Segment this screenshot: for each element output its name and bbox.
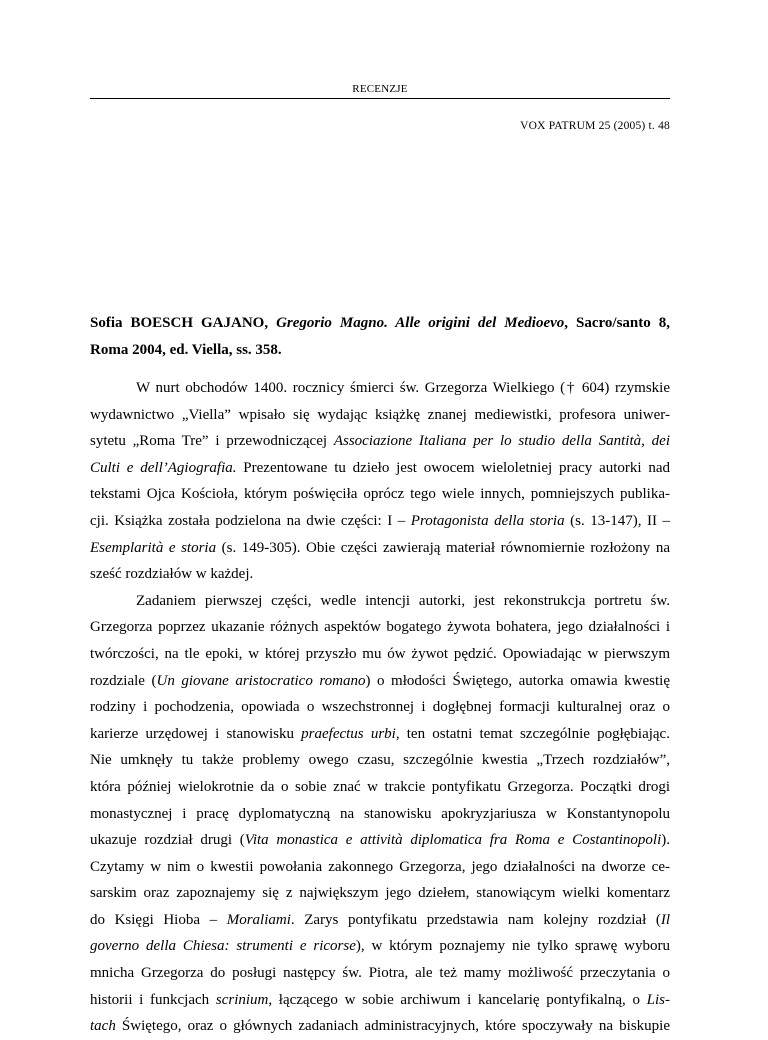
text-segment: , Sacro/santo 8, bbox=[564, 315, 670, 331]
text-segment: Grzegorza poprzez ukazanie różnych aspektów bogatego żywota bohatera, jego działalności i bbox=[90, 619, 670, 636]
journal-reference: VOX PATRUM 25 (2005) t. 48 bbox=[520, 120, 670, 132]
text-segment: rozdziale ( bbox=[90, 672, 157, 689]
body-line bbox=[90, 774, 670, 801]
body-line bbox=[90, 641, 670, 668]
body-line bbox=[90, 827, 670, 854]
body-line bbox=[90, 402, 670, 429]
italic-segment: governo della Chiesa: strumenti e ricorse bbox=[90, 938, 356, 955]
body-line bbox=[90, 987, 670, 1014]
text-segment: Zadaniem pierwszej części, wedle intencji autorki, jest rekonstrukcja portretu św. bbox=[136, 592, 670, 609]
text-segment: wydawnictwo „Viella” wpisało się wydając książkę znanej mediewistki, profesora uniwer- bbox=[90, 406, 670, 423]
body-line bbox=[90, 880, 670, 907]
italic-segment: Moraliami bbox=[226, 911, 291, 928]
text-segment: twórczości, na tle epoki, w której przyszło mu ów żywot pędzić. Opowiadając w pierwszym bbox=[90, 645, 670, 662]
body-line bbox=[90, 561, 670, 588]
text-segment: W nurt obchodów 1400. rocznicy śmierci św. Grzegorza Wielkiego († 604) rzymskie bbox=[136, 380, 670, 396]
body-line bbox=[90, 747, 670, 774]
text-segment: rodziny i pochodzenia, opowiada o wszechstronnej i dogłębnej formacji kulturalnej oraz o bbox=[90, 699, 670, 716]
text-segment: ) o młodości Świętego, autorka omawia kwestię bbox=[365, 672, 670, 689]
text-segment: karierze urzędowej i stanowisku bbox=[90, 725, 302, 742]
italic-segment: Esemplarità e storia bbox=[90, 539, 217, 556]
text-segment: historii i funkcjach bbox=[90, 991, 216, 1008]
header-rule bbox=[90, 98, 670, 99]
review-title-line-2: Roma 2004, ed. Viella, ss. 358. bbox=[90, 342, 282, 358]
text-segment: . Zarys pontyfikatu przedstawia nam kolejny rozdział ( bbox=[290, 911, 661, 928]
text-segment: (s. 149-305). Obie części zawierają materiał równomiernie rozłożony na bbox=[216, 539, 670, 556]
body-line bbox=[90, 481, 670, 508]
text-segment: , ten ostatni temat szczególnie pogłębiając. bbox=[395, 725, 670, 742]
italic-segment: Lis- bbox=[646, 991, 671, 1008]
body-line bbox=[90, 508, 670, 535]
body-line bbox=[90, 854, 670, 881]
text-segment: Czytamy w nim o kwestii powołania zakonnego Grzegorza, jego działalności na dworze ce- bbox=[90, 858, 670, 875]
running-head: RECENZJE bbox=[352, 83, 408, 95]
body-line bbox=[90, 588, 670, 615]
text-segment: ). bbox=[661, 832, 671, 849]
body-line bbox=[90, 455, 670, 482]
text-segment: Świętego, oraz o głównych zadaniach administracyjnych, które spoczywały na biskupie bbox=[115, 1018, 670, 1035]
body-line bbox=[90, 694, 670, 721]
body-line bbox=[90, 801, 670, 828]
italic-segment: Culti e dell’Agiografia. bbox=[90, 459, 237, 476]
italic-segment: Gregorio Magno. Alle origini del Medioevo bbox=[276, 315, 565, 331]
italic-segment: Associazione Italiana per lo studio della Santità, dei bbox=[333, 433, 670, 450]
italic-segment: scrinium bbox=[215, 991, 269, 1008]
italic-segment: tach bbox=[90, 1018, 116, 1035]
body-line bbox=[90, 933, 670, 960]
body-line bbox=[90, 375, 670, 402]
text-segment: cji. Książka została podzielona na dwie części: I – bbox=[90, 512, 411, 529]
text-segment: do Księgi Hioba – bbox=[90, 911, 227, 928]
text-segment: , łączącego w sobie archiwum i kancelarię pontyfikalną, o bbox=[268, 991, 647, 1008]
review-body bbox=[90, 375, 670, 1040]
text-segment: sarskim oraz zapoznajemy się z największym jego dziełem, stanowiącym wielki komentarz bbox=[90, 885, 670, 902]
text-segment: mnicha Grzegorza do posługi następcy św. Piotra, ale też mamy możliwość przeczytania o bbox=[90, 965, 670, 982]
text-segment: sześć rozdziałów w każdej. bbox=[90, 566, 254, 583]
text-segment: tekstami Ojca Kościoła, którym poświęciła oprócz tego wiele innych, pomniejszych publika- bbox=[90, 486, 670, 503]
text-segment: ukazuje rozdział drugi ( bbox=[90, 832, 245, 849]
text-segment: Sofia BOESCH GAJANO, bbox=[90, 315, 277, 331]
text-segment: monastycznej i pracę dyplomatyczną na stanowisku apokryzjariusza w Konstantynopolu bbox=[90, 805, 670, 822]
body-line bbox=[90, 668, 670, 695]
body-line bbox=[90, 721, 670, 748]
text-segment: Nie umknęły tu także problemy owego czasu, szczególnie kwestia „Trzech rozdziałów”, bbox=[90, 752, 670, 769]
italic-segment: Il bbox=[660, 911, 670, 928]
body-line bbox=[90, 614, 670, 641]
body-line bbox=[90, 535, 670, 562]
text-segment: która później wielokrotnie da o sobie znać w trakcie pontyfikatu Grzegorza. Początki drogi bbox=[90, 778, 670, 795]
text-segment: ), w którym poznajemy nie tylko sprawę wyboru bbox=[355, 938, 670, 955]
body-line bbox=[90, 907, 670, 934]
text-segment: Prezentowane tu dzieło jest owocem wieloletniej pracy autorki nad bbox=[236, 459, 671, 476]
italic-segment: Un giovane aristocratico romano bbox=[156, 672, 366, 689]
review-title-line-1 bbox=[90, 310, 670, 337]
review-title bbox=[90, 310, 670, 364]
body-line bbox=[90, 1013, 670, 1040]
text-segment: (s. 13-147), II – bbox=[564, 512, 670, 529]
italic-segment: Protagonista della storia bbox=[410, 512, 565, 529]
body-line bbox=[90, 960, 670, 987]
italic-segment: Vita monastica e attività diplomatica fra Roma e Costantinopoli bbox=[244, 832, 662, 849]
body-line bbox=[90, 428, 670, 455]
text-segment: sytetu „Roma Tre” i przewodniczącej bbox=[90, 433, 334, 450]
italic-segment: praefectus urbi bbox=[301, 725, 396, 742]
